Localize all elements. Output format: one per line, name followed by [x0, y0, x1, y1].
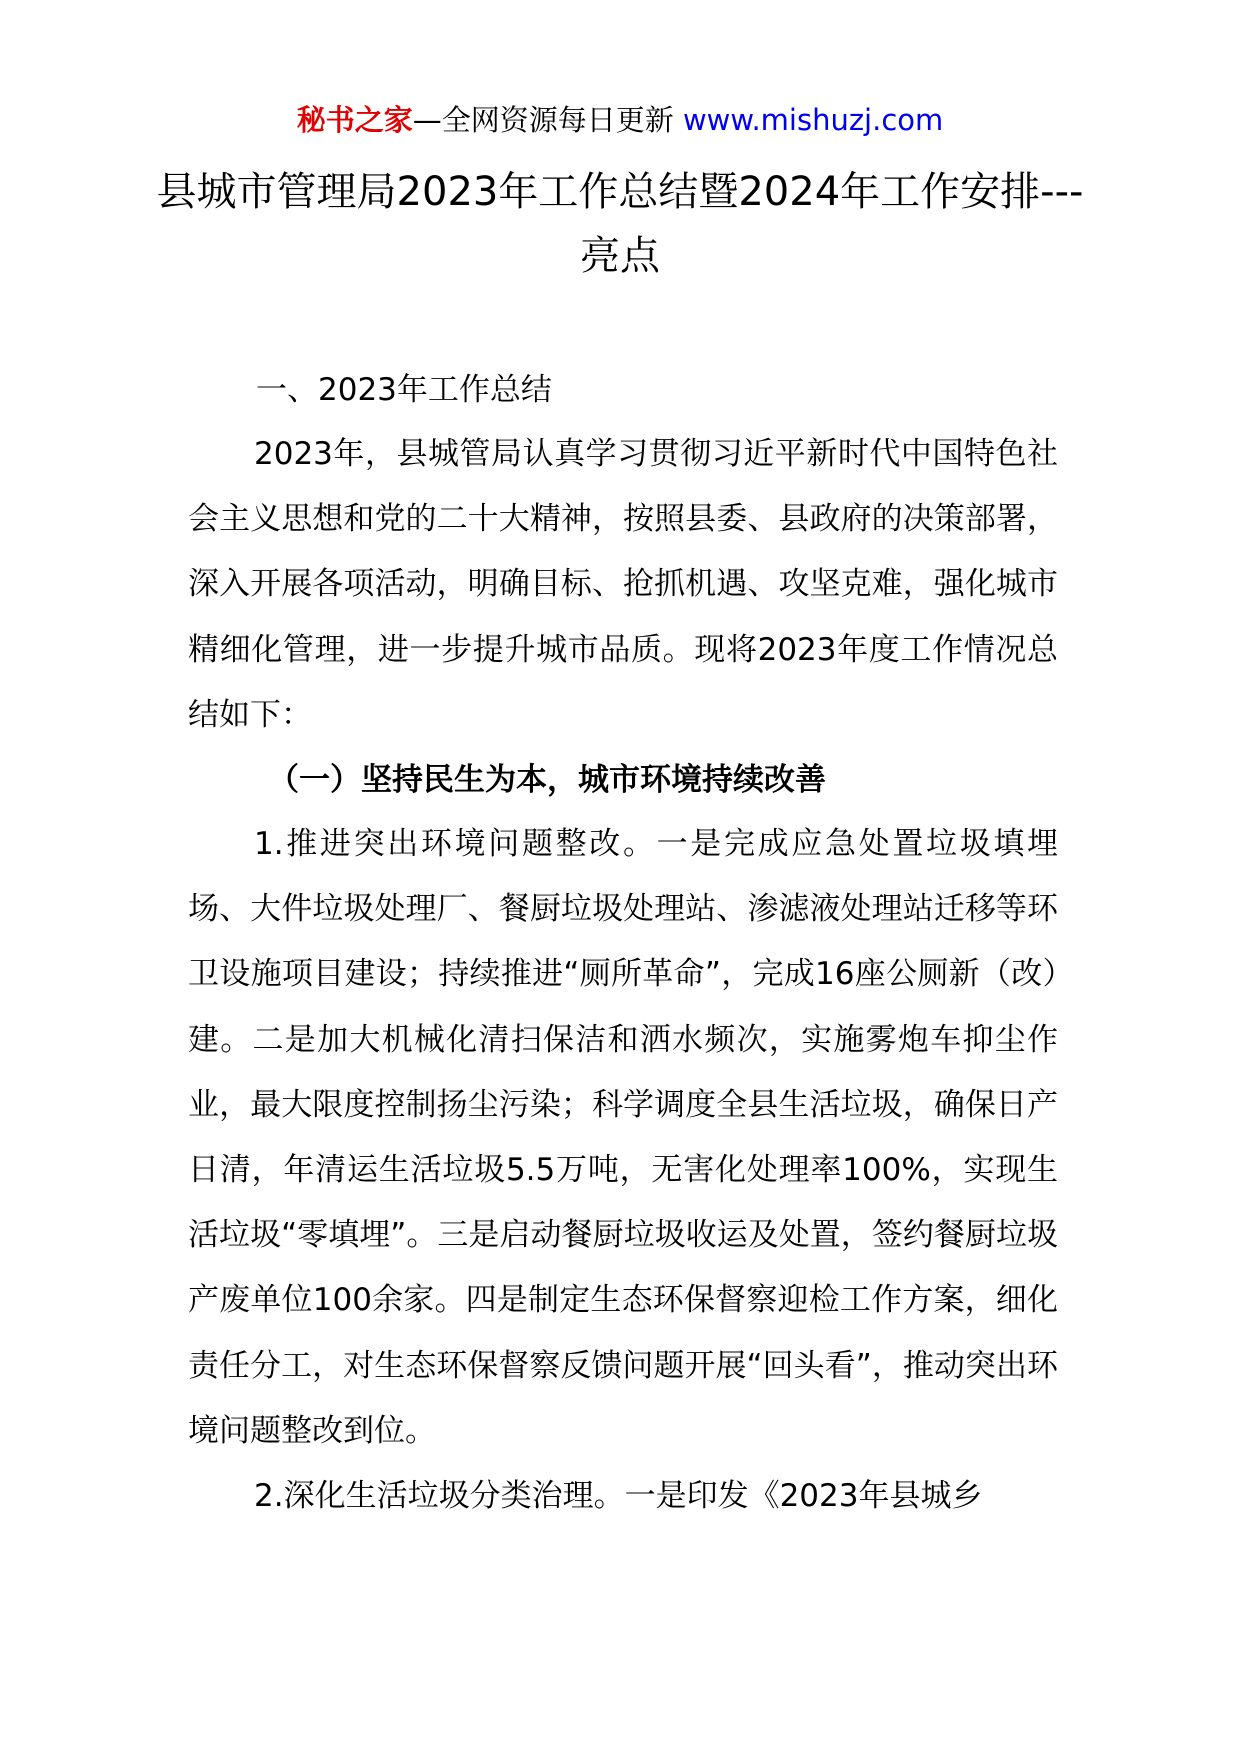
- intro-paragraph: 2023年，县城管局认真学习贯彻习近平新时代中国特色社会主义思想和党的二十大精神，按照县委、县政府的决策部署，深入开展各项活动，明确目标、抢抓机遇、攻坚克难，强化城市精细化管理，进一步提升城市品质。现将2023年度工作情况总结如下：: [188, 436, 1058, 733]
- document-title: 县城市管理局2023年工作总结暨2024年工作安排---亮点: [156, 169, 1084, 279]
- site-header: [0, 100, 1240, 140]
- site-slogan: —全网资源每日更新: [412, 103, 683, 137]
- item-2-paragraph: 2.深化生活垃圾分类治理。一是印发《2023年县城乡: [254, 1478, 983, 1515]
- site-url-link[interactable]: www.mishuzj.com: [682, 103, 944, 137]
- section-heading: 一、2023年工作总结: [256, 372, 552, 408]
- site-brand: 秘书之家: [296, 103, 413, 137]
- item-1-paragraph: 1.推进突出环境问题整改。一是完成应急处置垃圾填埋场、大件垃圾处理厂、餐厨垃圾处理站、渗滤液处理站迁移等环卫设施项目建设；持续推进“厕所革命”，完成16座公厕新（改）建。二是加大机械化清扫保洁和洒水频次，实施雾炮车抑尘作业，最大限度控制扬尘污染；科学调度全县生活垃圾，确保日产日清，年清运生活垃圾5.5万吨，无害化处理率100%，实现生活垃圾“零填埋”。三是启动餐厨垃圾收运及处置，签约餐厨垃圾产废单位100余家。四是制定生态环保督察迎检工作方案，细化责任分工，对生态环保督察反馈问题开展“回头看”，推动突出环境问题整改到位。: [188, 826, 1058, 1449]
- document-body: [188, 358, 1058, 1529]
- subsection-heading: （一）坚持民生为本，城市环境持续改善: [268, 762, 826, 799]
